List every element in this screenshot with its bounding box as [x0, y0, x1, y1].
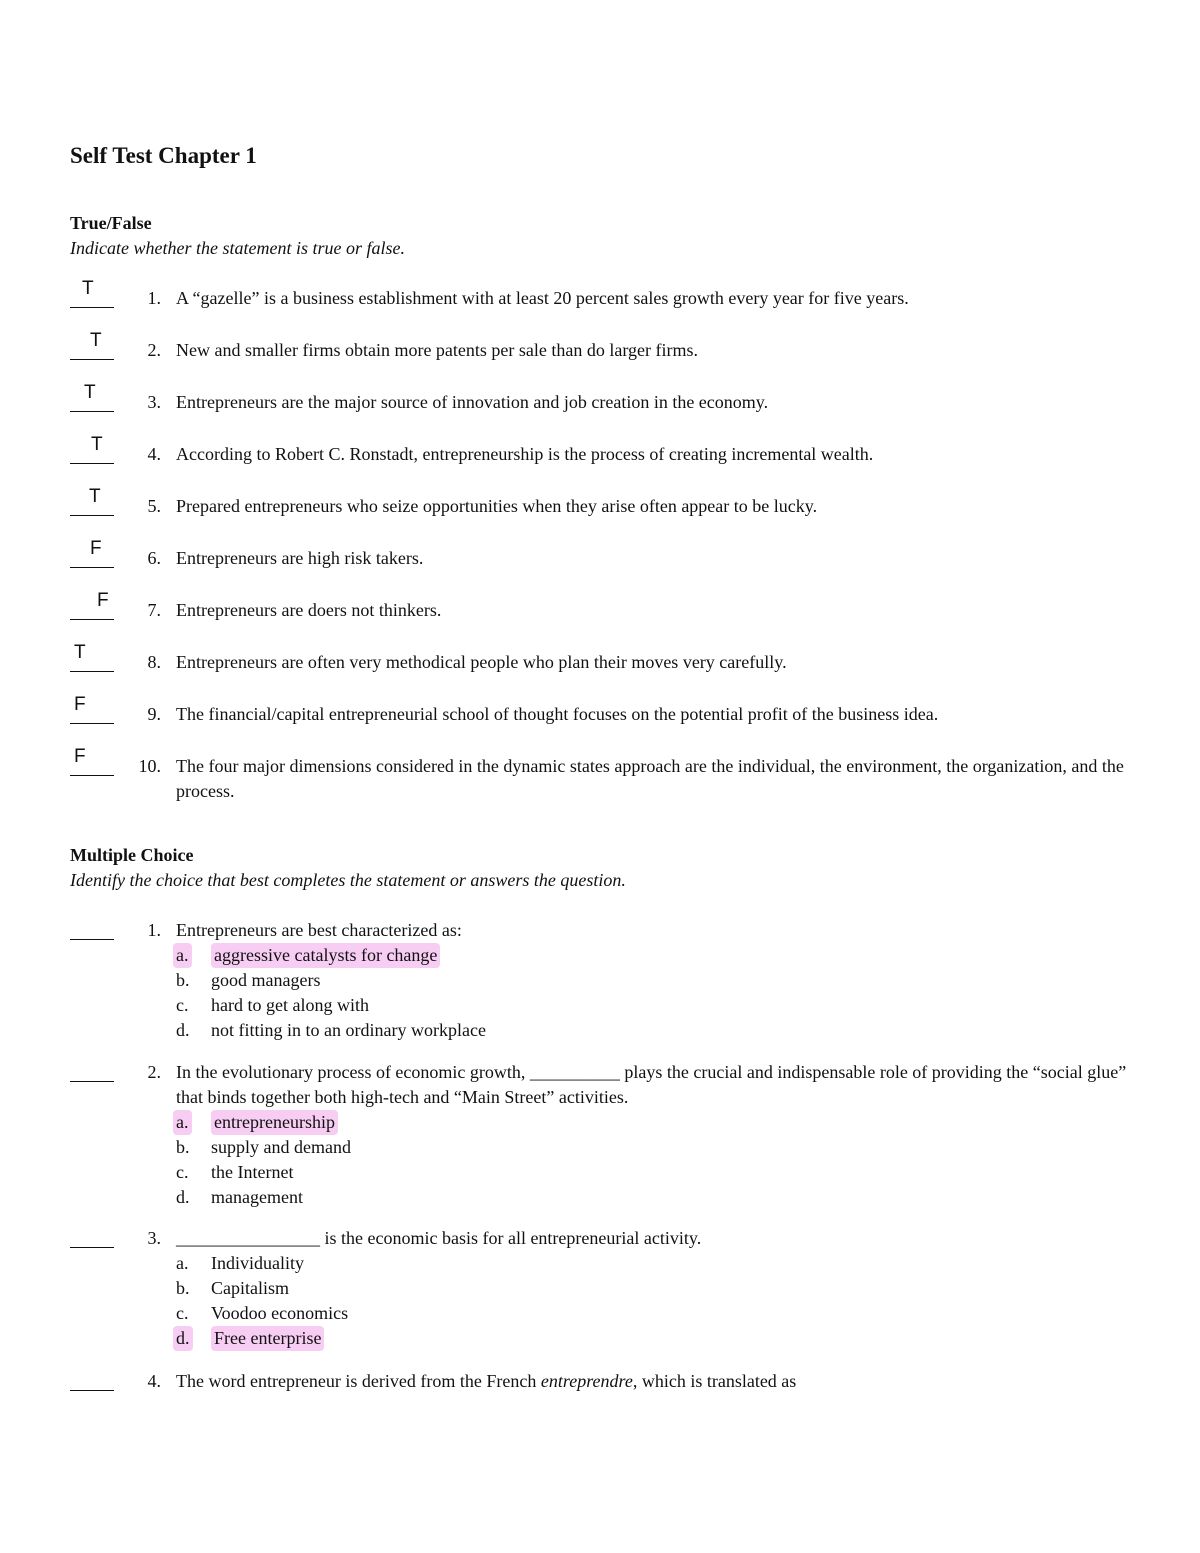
question-text-italic: entreprendre: [540, 1371, 633, 1391]
answer-blank[interactable]: [70, 538, 114, 571]
handwritten-answer: F: [74, 694, 86, 715]
question-text: New and smaller firms obtain more patents per sale than do larger firms.: [176, 340, 699, 360]
question-number: 4.: [147, 1371, 161, 1391]
handwritten-answer: T: [91, 434, 103, 455]
choice-text: management: [211, 1187, 303, 1207]
choice-letter: a.: [173, 943, 192, 968]
choice-letter: b.: [176, 1137, 190, 1157]
handwritten-answer: T: [90, 330, 102, 351]
choice-option[interactable]: [176, 1018, 1138, 1043]
question-text: The four major dimensions considered in the dynamic states approach are the individual, the environment, the organization, and the process.: [176, 756, 1124, 801]
question-text: According to Robert C. Ronstadt, entrepreneurship is the process of creating incremental wealth.: [176, 444, 874, 464]
question-text: In the evolutionary process of economic growth, __________ plays the crucial and indispensable role of providing the “social glue” that binds together both high-tech and “Main Street” activities.: [176, 1062, 1127, 1107]
handwritten-answer: F: [74, 746, 86, 767]
choice-option[interactable]: [176, 1135, 1138, 1160]
choice-letter: c.: [176, 995, 189, 1015]
choice-text: not fitting in to an ordinary workplace: [211, 1020, 486, 1040]
choice-option[interactable]: [176, 943, 1138, 968]
choice-option[interactable]: [176, 1301, 1138, 1326]
choice-text: aggressive catalysts for change: [211, 943, 440, 968]
handwritten-answer: F: [90, 538, 102, 559]
answer-blank[interactable]: [70, 434, 114, 467]
choice-text: good managers: [211, 970, 321, 990]
answer-blank[interactable]: [70, 278, 114, 311]
choice-letter: d.: [176, 1020, 190, 1040]
choice-letter: d.: [173, 1326, 193, 1351]
page-title: Self Test Chapter 1: [70, 143, 257, 168]
answer-blank[interactable]: [70, 694, 114, 727]
handwritten-answer: T: [89, 486, 101, 507]
answer-blank[interactable]: [70, 590, 114, 623]
choice-option[interactable]: [176, 1185, 1138, 1210]
handwritten-answer: T: [82, 278, 94, 299]
question-text: Entrepreneurs are the major source of innovation and job creation in the economy.: [176, 392, 769, 412]
question-number: 9.: [147, 704, 161, 724]
choice-letter: c.: [176, 1162, 189, 1182]
question-text: Entrepreneurs are doers not thinkers.: [176, 600, 442, 620]
question-text-part: , which is translated as: [632, 1371, 797, 1391]
choice-text: Free enterprise: [211, 1326, 324, 1351]
handwritten-answer: T: [74, 642, 86, 663]
question-number: 2.: [147, 1062, 161, 1082]
question-text-part: The word entrepreneur is derived from the French: [176, 1371, 541, 1391]
choice-option[interactable]: [176, 1251, 1138, 1276]
answer-blank[interactable]: [70, 1369, 114, 1394]
choice-text: the Internet: [211, 1162, 294, 1182]
question-number: 7.: [147, 600, 161, 620]
question-number: 10.: [138, 756, 161, 776]
question-body: [176, 1060, 1138, 1210]
choice-option[interactable]: [176, 1110, 1138, 1135]
choice-text: hard to get along with: [211, 995, 369, 1015]
choice-text: supply and demand: [211, 1137, 351, 1157]
answer-blank[interactable]: [70, 1226, 114, 1251]
question-number: 1.: [147, 920, 161, 940]
choice-letter: a.: [176, 1253, 189, 1273]
question-text: ________________ is the economic basis for all entrepreneurial activity.: [176, 1228, 702, 1248]
question-text: A “gazelle” is a business establishment with at least 20 percent sales growth every year for five years.: [176, 288, 909, 308]
question-number: 3.: [147, 392, 161, 412]
question-text: Entrepreneurs are often very methodical people who plan their moves very carefully.: [176, 652, 787, 672]
answer-blank[interactable]: [70, 1060, 114, 1085]
question-text: Entrepreneurs are best characterized as:: [176, 920, 462, 940]
choice-text: Voodoo economics: [211, 1303, 349, 1323]
answer-blank[interactable]: [70, 918, 114, 943]
handwritten-answer: F: [97, 590, 109, 611]
answer-blank[interactable]: [70, 642, 114, 675]
multiple-choice-heading: Multiple Choice: [70, 845, 194, 865]
choice-option[interactable]: [176, 1326, 1138, 1351]
question-text: Prepared entrepreneurs who seize opportunities when they arise often appear to be lucky.: [176, 496, 818, 516]
answer-blank[interactable]: [70, 382, 114, 415]
question-text: [176, 1369, 1138, 1394]
handwritten-answer: T: [84, 382, 96, 403]
choice-text: entrepreneurship: [211, 1110, 338, 1135]
question-number: 6.: [147, 548, 161, 568]
answer-blank[interactable]: [70, 486, 114, 519]
multiple-choice-instruction: Identify the choice that best completes the statement or answers the question.: [70, 870, 626, 890]
choice-text: Capitalism: [211, 1278, 289, 1298]
question-body: [176, 1226, 1138, 1351]
true-false-instruction: Indicate whether the statement is true or false.: [70, 238, 405, 258]
question-number: 1.: [147, 288, 161, 308]
choice-option[interactable]: [176, 968, 1138, 993]
true-false-heading: True/False: [70, 213, 152, 233]
choice-letter: b.: [176, 970, 190, 990]
question-number: 8.: [147, 652, 161, 672]
question-text: The financial/capital entrepreneurial school of thought focuses on the potential profit of the business idea.: [176, 704, 939, 724]
choice-letter: d.: [176, 1187, 190, 1207]
choice-option[interactable]: [176, 1160, 1138, 1185]
choice-option[interactable]: [176, 1276, 1138, 1301]
question-body: [176, 918, 1138, 1043]
choice-letter: b.: [176, 1278, 190, 1298]
question-number: 3.: [147, 1228, 161, 1248]
choice-text: Individuality: [211, 1253, 304, 1273]
choice-letter: a.: [173, 1110, 192, 1135]
question-text: Entrepreneurs are high risk takers.: [176, 548, 424, 568]
question-number: 5.: [147, 496, 161, 516]
choice-letter: c.: [176, 1303, 189, 1323]
question-number: 4.: [147, 444, 161, 464]
answer-blank[interactable]: [70, 330, 114, 363]
answer-blank[interactable]: [70, 746, 114, 779]
question-number: 2.: [147, 340, 161, 360]
choice-option[interactable]: [176, 993, 1138, 1018]
